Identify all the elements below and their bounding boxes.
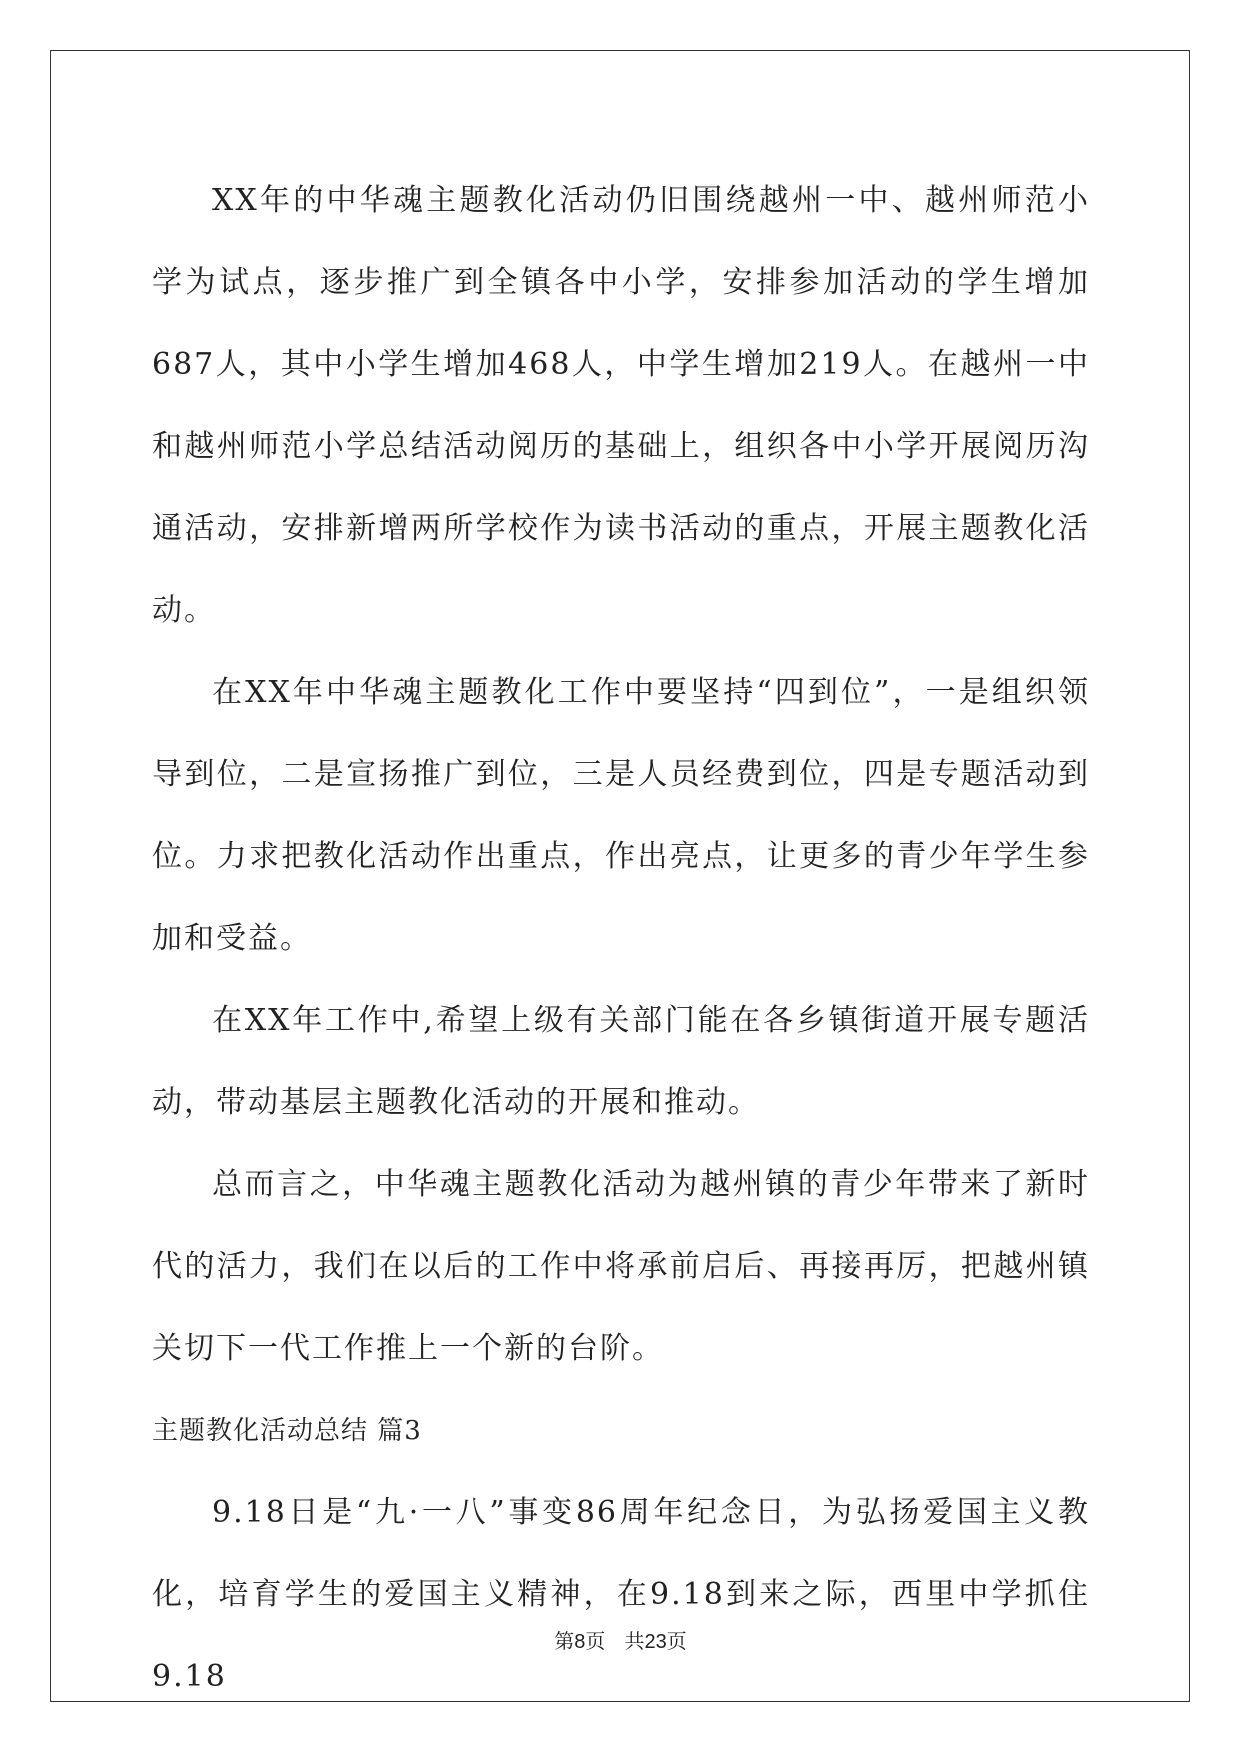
footer-page-suffix: 页: [585, 1629, 606, 1653]
footer-total-suffix: 页: [666, 1629, 687, 1653]
footer-total-prefix: 共: [624, 1629, 645, 1653]
document-body: [152, 160, 1090, 1718]
paragraph-4: 总而言之，中华魂主题教化活动为越州镇的青少年带来了新时代的活力，我们在以后的工作中将承前启后、再接再厉，把越州镇关切下一代工作推上一个新的台阶。: [152, 1167, 1090, 1366]
footer-prefix: 第: [554, 1629, 575, 1653]
paragraph-3: 在XX年工作中,希望上级有关部门能在各乡镇街道开展专题活动，带动基层主题教化活动的开展和推动。: [152, 1003, 1090, 1120]
paragraph-5: 9.18日是“九·一八”事变86周年纪念日，为弘扬爱国主义教化，培育学生的爱国主义精神，在9.18到来之际，西里中学抓住9.18: [152, 1495, 1090, 1694]
page-footer: [0, 1625, 1241, 1654]
section-heading: 主题教化活动总结 篇3: [152, 1416, 422, 1446]
footer-page-number: 8: [574, 1631, 586, 1653]
paragraph-2: 在XX年中华魂主题教化工作中要坚持“四到位”，一是组织领导到位，二是宣扬推广到位，三是人员经费到位，四是专题活动到位。力求把教化活动作出重点，作出亮点，让更多的青少年学生参加和受益。: [152, 675, 1090, 956]
footer-total-pages: 23: [644, 1631, 667, 1653]
paragraph-1: XX年的中华魂主题教化活动仍旧围绕越州一中、越州师范小学为试点，逐步推广到全镇各中小学，安排参加活动的学生增加687人，其中小学生增加468人，中学生增加219人。在越州一中和越州师范小学总结活动阅历的基础上，组织各中小学开展阅历沟通活动，安排新增两所学校作为读书活动的重点，开展主题教化活动。: [152, 183, 1090, 628]
